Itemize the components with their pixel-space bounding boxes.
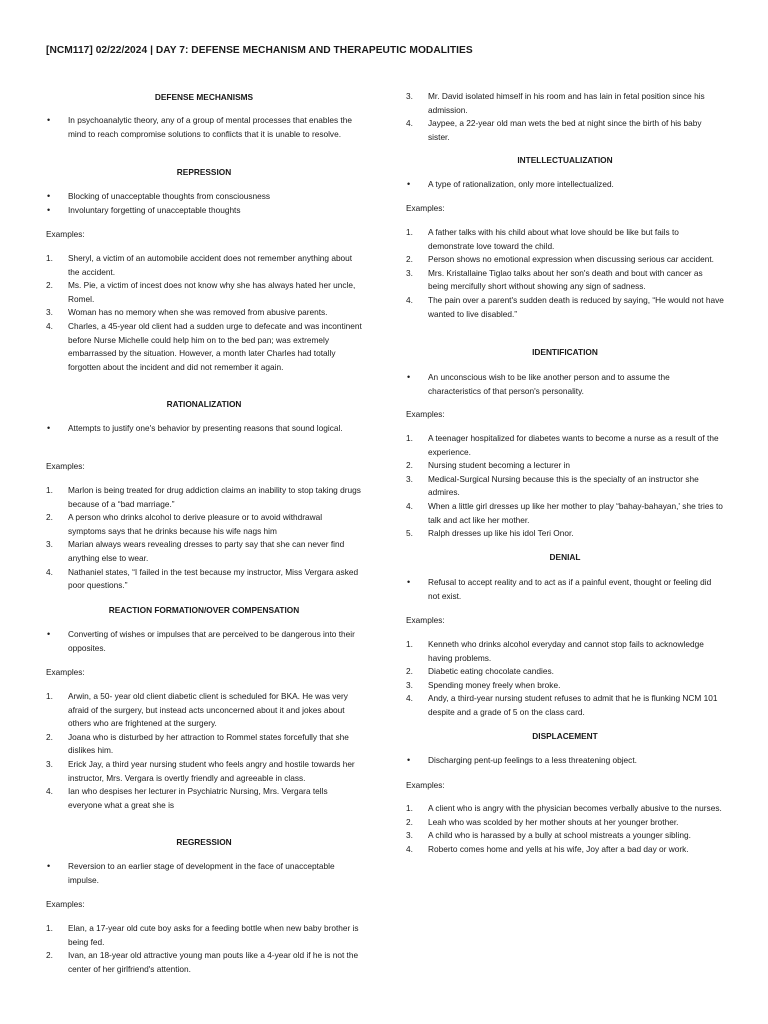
item-number: 4. xyxy=(46,566,53,577)
item-text: Marian always wears revealing dresses to party say that she can never find anything else to wear. xyxy=(68,539,345,563)
item-number: 2. xyxy=(406,254,413,265)
bullet-marker: • xyxy=(47,423,51,433)
item-number: 3. xyxy=(406,830,413,841)
item-text: Nursing student becoming a lecturer in xyxy=(428,460,571,471)
list-item xyxy=(406,226,724,253)
list-item xyxy=(46,628,362,655)
item-text: Roberto comes home and yells at his wife, Joy after a bad day or work. xyxy=(428,843,689,854)
examples-label: Examples: xyxy=(46,461,85,471)
numbered-list xyxy=(46,252,362,374)
item-number: 2. xyxy=(46,280,53,291)
numbered-list xyxy=(46,484,362,593)
list-item xyxy=(46,785,362,812)
list-item xyxy=(46,279,362,306)
list-item xyxy=(406,253,724,267)
item-number: 1. xyxy=(406,639,413,649)
bullet-list xyxy=(406,754,724,768)
list-item xyxy=(406,473,724,500)
section-heading: DENIAL xyxy=(549,552,581,562)
bullet-marker: • xyxy=(47,191,51,201)
item-text: Ms. Pie, a victim of incest does not know why she has always hated her uncle, Romel. xyxy=(68,280,356,304)
item-number: 4. xyxy=(406,294,413,305)
item-text: Reversion to an earlier stage of development in the face of unacceptable impulse. xyxy=(68,861,335,885)
item-text: A type of rationalization, only more intellectualized. xyxy=(428,179,614,189)
item-text: Andy, a third-year nursing student refuses to admit that he is flunking NCM 101 despite and a grade of 5 on the class card. xyxy=(428,693,718,717)
item-text: A teenager hospitalized for diabetes wants to become a nurse as a result of the experience. xyxy=(428,433,719,457)
section-heading: DISPLACEMENT xyxy=(532,731,598,741)
item-text: Leah who was scolded by her mother shouts at her younger brother. xyxy=(428,816,679,827)
bullet-marker: • xyxy=(47,629,51,639)
examples-label: Examples: xyxy=(406,409,445,419)
list-item xyxy=(46,690,362,731)
item-text: Diabetic eating chocolate candies. xyxy=(428,666,554,677)
bullet-list xyxy=(406,576,724,603)
section-heading: INTELLECTUALIZATION xyxy=(517,155,613,165)
item-text: The pain over a parent's sudden death is reduced by saying, “He would not have wanted to live disabled.” xyxy=(428,294,724,319)
section-heading: IDENTIFICATION xyxy=(532,347,598,357)
item-text: When a little girl dresses up like her mother to play “bahay-bahayan,' she tries to talk and act like her mother. xyxy=(428,500,723,525)
bullet-marker: • xyxy=(47,861,51,871)
list-item xyxy=(46,190,362,204)
item-text: Converting of wishes or impulses that are perceived to be dangerous into their opposites. xyxy=(68,629,355,653)
section-heading: RATIONALIZATION xyxy=(166,399,242,409)
bullet-list xyxy=(406,178,724,192)
item-text: Discharging pent-up feelings to a less threatening object. xyxy=(428,755,637,765)
list-item xyxy=(46,306,362,320)
item-number: 3. xyxy=(406,267,413,278)
list-item xyxy=(406,754,724,768)
list-item xyxy=(406,843,724,857)
item-number: 3. xyxy=(46,758,53,769)
section-heading: DEFENSE MECHANISMS xyxy=(154,92,254,102)
item-number: 2. xyxy=(406,816,413,827)
item-text: Spending money freely when broke. xyxy=(428,679,561,690)
item-text: An unconscious wish to be like another person and to assume the characteristics of that person's personality. xyxy=(428,372,670,396)
examples-label: Examples: xyxy=(46,667,85,677)
examples-label: Examples: xyxy=(406,203,445,213)
item-number: 1. xyxy=(46,485,53,495)
numbered-list xyxy=(406,226,724,321)
item-text: Woman has no memory when she was removed from abusive parents. xyxy=(68,307,328,318)
list-item xyxy=(406,432,724,459)
item-number: 2. xyxy=(406,460,413,471)
item-text: A person who drinks alcohol to derive pleasure or to avoid withdrawal symptoms says that he drinks because his wife nags him xyxy=(68,512,323,536)
item-number: 1. xyxy=(46,691,53,701)
item-text: Mrs. Kristallaine Tiglao talks about her son's death and bout with cancer as being mercifully short without showing any sign of sadness. xyxy=(428,267,703,292)
item-text: Nathaniel states, “I failed in the test because my instructor, Miss Vergara asked poor questions.” xyxy=(68,566,359,591)
list-item xyxy=(46,422,362,436)
item-text: Medical-Surgical Nursing because this is the specialty of an instructor she admires. xyxy=(428,473,699,498)
list-item xyxy=(46,538,362,565)
item-number: 1. xyxy=(406,433,413,443)
section-heading: REGRESSION xyxy=(176,837,232,847)
bullet-list xyxy=(46,422,362,436)
list-item xyxy=(406,294,724,321)
item-number: 4. xyxy=(406,118,413,129)
item-text: Jaypee, a 22-year old man wets the bed at night since the birth of his baby sister. xyxy=(428,118,702,142)
list-item xyxy=(46,860,362,887)
list-item xyxy=(46,252,362,279)
list-item xyxy=(46,758,362,785)
item-text: A client who is angry with the physician becomes verbally abusive to the nurses. xyxy=(428,803,722,813)
item-number: 2. xyxy=(46,512,53,523)
item-number: 4. xyxy=(406,843,413,854)
item-number: 3. xyxy=(406,91,413,101)
bullet-marker: • xyxy=(407,577,411,587)
item-number: 4. xyxy=(46,320,53,331)
item-text: Joana who is disturbed by her attraction to Rommel states forcefully that she dislikes him. xyxy=(68,731,349,756)
item-text: Marlon is being treated for drug addiction claims an inability to stop taking drugs because of a “bad marriage.” xyxy=(68,485,361,509)
item-number: 4. xyxy=(46,786,53,797)
section-heading: REPRESSION xyxy=(176,167,232,177)
list-item xyxy=(46,484,362,511)
list-item xyxy=(406,816,724,830)
item-text: A father talks with his child about what love should be like but fails to demonstrate love toward the child. xyxy=(428,227,679,251)
examples-label: Examples: xyxy=(406,615,445,625)
item-text: Erick Jay, a third year nursing student who feels angry and hostile towards her instructor, Mrs. Vergara is overtly friendly and agreeable in class. xyxy=(68,758,355,783)
item-text: Elan, a 17-year old cute boy asks for a feeding bottle when new baby brother is being fed. xyxy=(68,923,359,947)
list-item xyxy=(406,371,724,398)
list-item xyxy=(406,527,724,541)
list-item xyxy=(406,638,724,665)
list-item xyxy=(406,178,724,192)
list-item xyxy=(46,320,362,374)
item-number: 5. xyxy=(406,528,413,539)
list-item xyxy=(406,117,724,144)
list-item xyxy=(406,459,724,473)
item-text: Mr. David isolated himself in his room and has lain in fetal position since his admission. xyxy=(428,91,705,115)
examples-label: Examples: xyxy=(46,899,85,909)
item-text: Refusal to accept reality and to act as if a painful event, thought or feeling did not exist. xyxy=(428,577,712,601)
list-item xyxy=(406,802,724,816)
list-item xyxy=(406,90,724,117)
list-item xyxy=(46,731,362,758)
list-item xyxy=(46,114,362,141)
document-title: [NCM117] 02/22/2024 | DAY 7: DEFENSE MECHANISM AND THERAPEUTIC MODALITIES xyxy=(46,45,473,56)
item-text: Kenneth who drinks alcohol everyday and cannot stop fails to acknowledge having problems. xyxy=(428,639,704,663)
list-item xyxy=(46,511,362,538)
item-text: In psychoanalytic theory, any of a group of mental processes that enables the mind to reach compromise solutions to conflicts that it is unable to resolve. xyxy=(68,115,352,139)
item-number: 4. xyxy=(406,500,413,511)
bullet-marker: • xyxy=(407,372,411,382)
item-text: Blocking of unacceptable thoughts from consciousness xyxy=(68,191,271,201)
list-item xyxy=(406,679,724,693)
list-item xyxy=(46,922,362,949)
bullet-list xyxy=(46,190,362,217)
item-text: Ivan, an 18-year old attractive young man pouts like a 4-year old if he is not the center of her girlfriend's attention. xyxy=(68,950,359,974)
item-number: 3. xyxy=(406,679,413,690)
item-number: 2. xyxy=(46,950,53,961)
item-number: 3. xyxy=(46,307,53,318)
item-text: A child who is harassed by a bully at school mistreats a younger sibling. xyxy=(428,830,691,841)
bullet-list xyxy=(46,860,362,887)
item-number: 1. xyxy=(46,923,53,933)
item-text: Involuntary forgetting of unacceptable thoughts xyxy=(68,204,241,215)
item-text: Charles, a 45-year old client had a sudden urge to defecate and was incontinent before Nurse Michelle could help him on to the bed pan; was extremely embarrassed by the situation. However, a month later Charles had totally forgotten about the incident and did not remember it again. xyxy=(68,320,362,372)
item-number: 3. xyxy=(406,473,413,484)
list-item xyxy=(406,665,724,679)
item-number: 4. xyxy=(406,693,413,704)
item-number: 1. xyxy=(406,803,413,813)
bullet-list xyxy=(406,371,724,398)
numbered-list xyxy=(406,638,724,720)
list-item xyxy=(406,576,724,603)
list-item xyxy=(406,829,724,843)
list-item xyxy=(46,949,362,976)
item-number: 1. xyxy=(406,227,413,237)
item-number: 3. xyxy=(46,539,53,550)
bullet-marker: • xyxy=(407,755,411,765)
numbered-list xyxy=(406,432,724,541)
examples-label: Examples: xyxy=(46,229,85,239)
bullet-marker: • xyxy=(407,179,411,189)
item-text: Attempts to justify one's behavior by presenting reasons that sound logical. xyxy=(68,423,343,433)
item-number: 2. xyxy=(406,666,413,677)
numbered-list xyxy=(46,690,362,812)
item-number: 2. xyxy=(46,731,53,742)
numbered-list xyxy=(406,802,724,856)
numbered-list xyxy=(406,90,724,144)
list-item xyxy=(46,204,362,218)
list-item xyxy=(406,692,724,719)
item-text: Ralph dresses up like his idol Teri Onor. xyxy=(428,528,574,539)
item-text: Person shows no emotional expression when discussing serious car accident. xyxy=(428,254,714,265)
list-item xyxy=(406,267,724,294)
bullet-list xyxy=(46,114,362,141)
bullet-list xyxy=(46,628,362,655)
list-item xyxy=(406,500,724,527)
examples-label: Examples: xyxy=(406,780,445,790)
item-text: Sheryl, a victim of an automobile accident does not remember anything about the accident. xyxy=(68,253,353,277)
item-text: Arwin, a 50- year old client diabetic client is scheduled for BKA. He was very afraid of the surgery, but instead acts unconcerned about it and jokes about others who are frightened at the surgery. xyxy=(68,691,348,729)
list-item xyxy=(46,566,362,593)
bullet-marker: • xyxy=(47,204,51,215)
item-number: 1. xyxy=(46,253,53,263)
numbered-list xyxy=(46,922,362,976)
section-heading: REACTION FORMATION/OVER COMPENSATION xyxy=(108,605,300,615)
bullet-marker: • xyxy=(47,115,51,125)
item-text: Ian who despises her lecturer in Psychiatric Nursing, Mrs. Vergara tells everyone what a great she is xyxy=(68,786,328,810)
